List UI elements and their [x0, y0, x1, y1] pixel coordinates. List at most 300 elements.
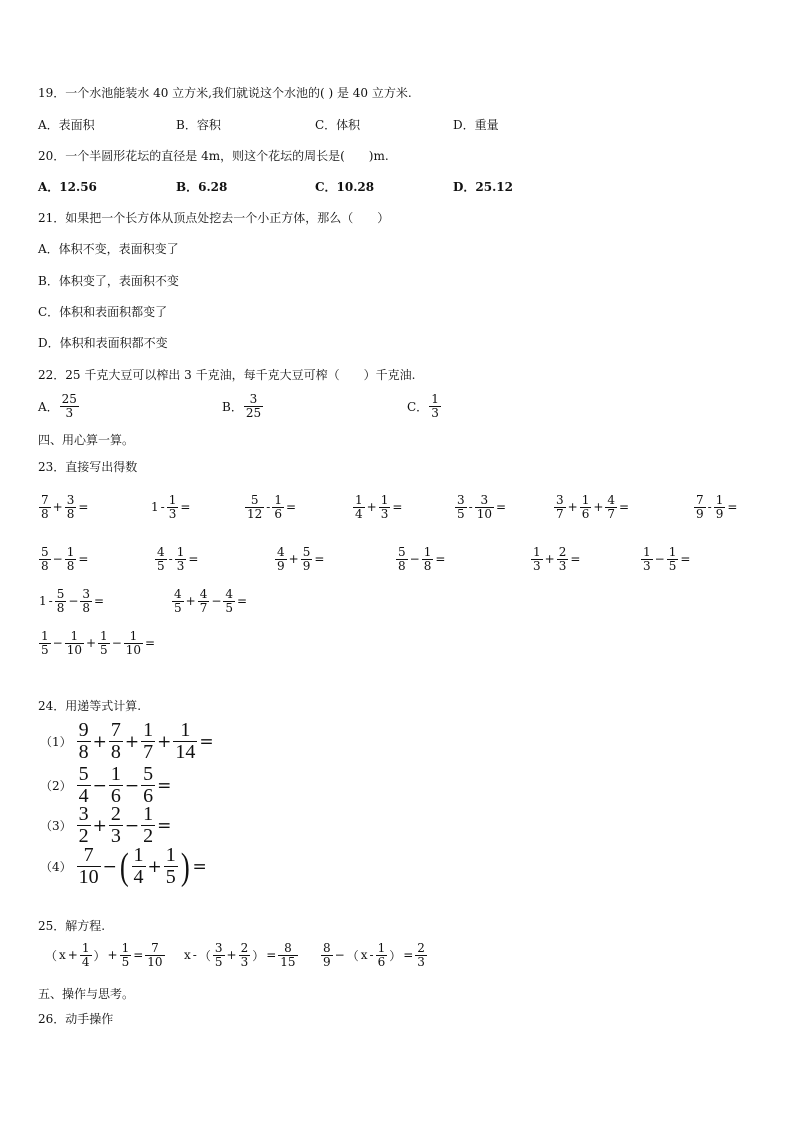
denominator: 8 — [78, 741, 89, 763]
numerator: 2 — [110, 803, 121, 825]
numerator: 1 — [643, 545, 651, 559]
denominator: 3 — [380, 506, 389, 521]
equals-sign: = — [403, 948, 414, 963]
fraction — [379, 494, 391, 520]
denominator: 9 — [696, 506, 704, 521]
fraction — [376, 942, 388, 968]
minus-sign: − — [334, 948, 345, 963]
plus-sign: + — [288, 552, 299, 567]
numerator: 3 — [556, 493, 564, 507]
fraction: 1 3 — [431, 392, 439, 420]
numerator: 4 — [199, 587, 208, 601]
equals-sign: = — [145, 636, 156, 651]
minus-sign: − — [111, 636, 122, 651]
fraction — [415, 942, 427, 968]
q21-option-c[interactable]: C．体积和表面积都变了 — [38, 305, 168, 319]
minus-sign: - — [468, 500, 473, 515]
q22-option-c[interactable] — [407, 393, 442, 419]
item-label: （3） — [40, 819, 72, 833]
denominator: 8 — [398, 558, 406, 573]
q22-text: 22．25 千克大豆可以榨出 3 千克油，每千克大豆可榨（ ）千克油. — [38, 368, 416, 382]
plus-sign: + — [52, 500, 63, 515]
denominator: 8 — [41, 558, 49, 573]
fraction — [155, 546, 167, 572]
denominator: 5 — [157, 558, 165, 573]
denominator: 3 — [558, 558, 567, 573]
denominator: 5 — [457, 506, 465, 521]
big-left-paren: ( — [119, 845, 129, 888]
numerator: 2 — [417, 941, 425, 955]
q21-text: 21．如果把一个长方体从顶点处挖去一个小正方体，那么（ ） — [38, 211, 390, 225]
denominator: 15 — [280, 954, 296, 969]
q21-option-b[interactable]: B．体积变了，表面积不变 — [38, 274, 179, 288]
plus-sign: + — [185, 594, 196, 609]
fraction — [198, 588, 210, 614]
denominator: 6 — [581, 506, 590, 521]
numerator: 1 — [355, 493, 363, 507]
minus-sign: - — [266, 500, 271, 515]
fraction — [98, 630, 110, 656]
denominator: 7 — [143, 741, 154, 763]
fraction — [39, 630, 51, 656]
fraction — [109, 764, 123, 807]
denominator: 8 — [82, 600, 91, 615]
fraction — [145, 942, 164, 968]
minus-sign: − — [654, 552, 665, 567]
denominator: 10 — [476, 506, 492, 521]
numerator: 3 — [66, 493, 75, 507]
numerator: 1 — [66, 545, 75, 559]
denominator: 8 — [56, 600, 65, 615]
numerator: 5 — [78, 763, 89, 785]
big-right-paren: ) — [180, 845, 190, 888]
numerator: 3 — [214, 941, 223, 955]
fraction — [245, 494, 264, 520]
fraction — [175, 546, 187, 572]
equals-sign: = — [192, 856, 207, 877]
q25-eq-1 — [44, 942, 166, 968]
q24-expr-1 — [40, 720, 215, 763]
numerator: 3 — [475, 494, 494, 508]
fraction — [141, 720, 155, 763]
equals-sign: = — [180, 500, 191, 515]
denominator: 4 — [355, 506, 363, 521]
fraction — [301, 546, 313, 572]
denominator: 5 — [165, 866, 176, 888]
denominator: 6 — [377, 954, 386, 969]
fraction — [109, 720, 123, 763]
numerator: 1 — [176, 545, 185, 559]
numerator: 3 — [78, 803, 89, 825]
fraction — [275, 546, 287, 572]
fraction — [65, 494, 77, 520]
fraction — [239, 942, 251, 968]
denominator: 9 — [302, 558, 311, 573]
numerator: 1 — [41, 629, 49, 643]
fraction — [77, 720, 91, 763]
numerator: 9 — [78, 719, 89, 741]
numerator: 4 — [174, 587, 182, 601]
fraction — [605, 494, 617, 520]
minus-sign: − — [68, 594, 79, 609]
equals-sign: = — [392, 500, 403, 515]
denominator: 9 — [277, 558, 285, 573]
fraction — [455, 494, 467, 520]
minus-sign: − — [124, 775, 140, 796]
equals-sign: = — [188, 552, 199, 567]
numerator: 1 — [143, 803, 154, 825]
option-label: C． — [407, 399, 429, 414]
fraction — [531, 546, 543, 572]
denominator: 7 — [556, 506, 564, 521]
numerator: 5 — [143, 763, 154, 785]
equals-sign: = — [157, 815, 172, 836]
numerator: 1 — [110, 763, 121, 785]
q23-expr-6 — [553, 494, 630, 520]
minus-sign: - — [707, 500, 712, 515]
fraction — [422, 546, 434, 572]
fraction — [396, 546, 408, 572]
denominator: 3 — [168, 506, 177, 521]
equals-sign: = — [680, 552, 691, 567]
left-paren: （ — [198, 948, 211, 963]
right-paren: ） — [389, 948, 402, 963]
numerator: 1 — [65, 630, 84, 644]
fraction — [475, 494, 494, 520]
q21-option-d[interactable]: D．体积和表面积都不变 — [38, 336, 168, 350]
fraction — [557, 546, 569, 572]
fraction — [223, 588, 235, 614]
equals-sign: = — [157, 775, 172, 796]
numerator: 1 — [173, 720, 197, 742]
integer-one: 1 — [39, 594, 47, 609]
fraction — [272, 494, 284, 520]
fraction — [353, 494, 365, 520]
q22-option-b[interactable] — [222, 393, 264, 419]
numerator: 5 — [56, 587, 65, 601]
numerator: 7 — [77, 845, 101, 867]
denominator: 4 — [133, 866, 144, 888]
numerator: 4 — [157, 545, 165, 559]
numerator: 1 — [668, 545, 677, 559]
denominator: 2 — [143, 825, 154, 847]
q19-option-a[interactable]: A．表面积 — [38, 118, 95, 132]
fraction — [714, 494, 726, 520]
fraction — [173, 720, 197, 763]
denominator: 10 — [125, 642, 142, 657]
equals-sign: = — [285, 500, 297, 515]
minus-sign: − — [102, 856, 117, 877]
q23-expr-2 — [150, 494, 191, 520]
numerator: 3 — [457, 493, 465, 507]
q20-option-c[interactable]: C．10.28 — [315, 180, 375, 194]
q23-expr-3 — [244, 494, 297, 520]
denominator: 9 — [715, 506, 724, 521]
fraction — [167, 494, 179, 520]
option-label: A． — [38, 399, 59, 414]
denominator: 8 — [66, 506, 75, 521]
minus-sign: - — [160, 500, 165, 515]
numerator: 7 — [41, 493, 49, 507]
numerator: 7 — [110, 719, 121, 741]
denominator: 7 — [607, 506, 616, 521]
q20-option-a[interactable]: A．12.56 — [38, 180, 97, 194]
denominator: 2 — [78, 825, 89, 847]
numerator: 7 — [145, 942, 164, 956]
q25-eq-2 — [183, 942, 299, 968]
fraction — [77, 845, 101, 888]
fraction — [667, 546, 679, 572]
q23-expr-5 — [454, 494, 507, 520]
q23-expr-10 — [274, 546, 325, 572]
fraction — [172, 588, 184, 614]
q19-option-d[interactable]: D．重量 — [453, 118, 499, 132]
denominator: 5 — [214, 954, 223, 969]
denominator: 14 — [175, 741, 196, 763]
minus-sign: - — [48, 594, 53, 609]
denominator: 4 — [78, 785, 89, 807]
fraction — [65, 546, 77, 572]
denominator: 8 — [423, 558, 432, 573]
fraction — [109, 804, 123, 847]
numerator: 8 — [278, 942, 297, 956]
plus-sign: + — [567, 500, 578, 515]
denominator: 3 — [533, 558, 541, 573]
q20-text: 20．一个半圆形花坛的直径是 4m，则这个花坛的周长是( )m. — [38, 149, 389, 163]
left-paren: （ — [346, 948, 359, 963]
minus-sign: − — [92, 775, 107, 796]
q24-text: 24．用递等式计算. — [38, 699, 142, 713]
minus-sign: − — [52, 636, 63, 651]
plus-sign: + — [92, 815, 107, 836]
denominator: 6 — [110, 785, 121, 807]
numerator: 4 — [277, 545, 285, 559]
numerator: 1 — [715, 493, 724, 507]
equals-sign: = — [495, 500, 507, 515]
fraction — [77, 804, 91, 847]
denominator: 4 — [81, 954, 90, 969]
variable-x: x — [360, 948, 368, 963]
numerator: 1 — [165, 844, 176, 866]
fraction — [39, 546, 51, 572]
equals-sign: = — [78, 500, 89, 515]
fraction — [141, 764, 155, 807]
numerator: 1 — [121, 941, 130, 955]
equals-sign: = — [619, 500, 630, 515]
fraction — [554, 494, 566, 520]
equals-sign: = — [199, 731, 214, 752]
numerator: 1 — [100, 629, 108, 643]
section-5-heading: 五、操作与思考。 — [38, 987, 135, 1001]
fraction — [77, 764, 91, 807]
fraction: 3 25 — [245, 392, 262, 420]
q20-option-d[interactable]: D．25.12 — [453, 180, 513, 194]
numerator: 4 — [607, 493, 616, 507]
numerator: 1 — [274, 493, 282, 507]
numerator: 1 — [581, 493, 590, 507]
fraction — [39, 494, 51, 520]
fraction — [80, 588, 92, 614]
q19-text: 19．一个水池能装水 40 立方米,我们就说这个水池的( ) 是 40 立方米. — [38, 86, 412, 100]
denominator: 8 — [66, 558, 75, 573]
minus-sign: − — [409, 552, 420, 567]
denominator: 10 — [147, 954, 163, 969]
q23-expr-11 — [395, 546, 446, 572]
q23-expr-1 — [38, 494, 89, 520]
plus-sign: + — [544, 552, 555, 567]
numerator: 1 — [423, 545, 432, 559]
q23-expr-7 — [693, 494, 738, 520]
fraction — [120, 942, 132, 968]
numerator: 2 — [240, 941, 249, 955]
equals-sign: = — [314, 552, 325, 567]
denominator: 10 — [66, 642, 82, 657]
denominator: 6 — [274, 506, 282, 521]
q24-expr-4 — [40, 845, 208, 888]
plus-sign: + — [107, 948, 118, 963]
section-4-heading: 四、用心算一算。 — [38, 433, 135, 447]
fraction — [164, 845, 178, 888]
plus-sign: + — [67, 948, 78, 963]
numerator: 1 — [533, 545, 541, 559]
denominator: 5 — [174, 600, 182, 615]
fraction — [141, 804, 155, 847]
denominator: 3 — [417, 954, 425, 969]
q23-expr-13 — [640, 546, 691, 572]
q25-text: 25．解方程. — [38, 919, 106, 933]
q20-option-b[interactable]: B．6.28 — [176, 180, 228, 194]
numerator: 8 — [323, 941, 331, 955]
equals-sign: = — [266, 948, 277, 963]
q23-expr-15 — [171, 588, 248, 614]
plus-sign: + — [157, 731, 172, 752]
integer-one: 1 — [151, 500, 159, 515]
denominator: 3 — [240, 954, 249, 969]
q23-expr-9 — [154, 546, 199, 572]
variable-x: x — [59, 948, 66, 963]
denominator: 7 — [199, 600, 208, 615]
q21-option-a[interactable]: A．体积不变，表面积变了 — [38, 242, 179, 256]
denominator: 3 — [643, 558, 651, 573]
q22-option-a[interactable] — [38, 393, 80, 419]
option-label: B． — [222, 399, 243, 414]
equals-sign: = — [94, 594, 105, 609]
numerator: 1 — [377, 941, 386, 955]
q23-expr-8 — [38, 546, 89, 572]
denominator: 5 — [100, 642, 108, 657]
item-label: （4） — [40, 860, 72, 874]
equals-sign: = — [727, 500, 738, 515]
numerator: 2 — [558, 545, 567, 559]
fraction — [641, 546, 653, 572]
denominator: 10 — [78, 866, 99, 888]
fraction — [132, 845, 146, 888]
plus-sign: + — [92, 731, 107, 752]
plus-sign: + — [366, 500, 377, 515]
numerator: 1 — [168, 493, 177, 507]
numerator: 5 — [302, 545, 311, 559]
denominator: 12 — [247, 506, 263, 521]
minus-sign: − — [52, 552, 63, 567]
item-label: （1） — [40, 735, 72, 749]
plus-sign: + — [593, 500, 604, 515]
numerator: 5 — [41, 545, 49, 559]
equals-sign: = — [133, 948, 144, 963]
q23-expr-4 — [352, 494, 403, 520]
numerator: 1 — [380, 493, 389, 507]
equals-sign: = — [78, 552, 89, 567]
fraction — [694, 494, 706, 520]
minus-sign: - — [168, 552, 173, 567]
numerator: 1 — [133, 844, 144, 866]
denominator: 3 — [110, 825, 121, 847]
denominator: 5 — [121, 954, 130, 969]
numerator: 1 — [124, 630, 143, 644]
denominator: 9 — [323, 954, 331, 969]
denominator: 5 — [225, 600, 234, 615]
variable-x: x — [184, 948, 191, 963]
fraction — [80, 942, 92, 968]
q24-expr-2 — [40, 764, 172, 807]
q19-option-c[interactable]: C．体积 — [315, 118, 361, 132]
equals-sign: = — [570, 552, 581, 567]
denominator: 8 — [110, 741, 121, 763]
minus-sign: - — [369, 948, 374, 963]
right-paren: ） — [93, 948, 106, 963]
numerator: 4 — [225, 587, 234, 601]
plus-sign: + — [147, 856, 162, 877]
denominator: 5 — [41, 642, 49, 657]
fraction — [65, 630, 84, 656]
numerator: 1 — [143, 719, 154, 741]
q24-expr-3 — [40, 804, 172, 847]
numerator: 7 — [696, 493, 704, 507]
fraction — [213, 942, 225, 968]
denominator: 3 — [176, 558, 185, 573]
fraction — [278, 942, 297, 968]
numerator: 5 — [398, 545, 406, 559]
equals-sign: = — [237, 594, 248, 609]
q25-eq-3 — [320, 942, 428, 968]
minus-sign: − — [124, 815, 140, 836]
denominator: 5 — [668, 558, 677, 573]
q23-expr-12 — [530, 546, 581, 572]
fraction — [124, 630, 143, 656]
equals-sign: = — [435, 552, 446, 567]
denominator: 8 — [41, 506, 49, 521]
numerator: 1 — [81, 941, 90, 955]
plus-sign: + — [85, 636, 97, 651]
fraction: 25 3 — [61, 392, 77, 420]
right-paren: ） — [252, 948, 265, 963]
left-paren: （ — [45, 948, 58, 963]
q23-text: 23．直接写出得数 — [38, 460, 138, 474]
plus-sign: + — [124, 731, 140, 752]
q23-expr-16 — [38, 630, 156, 656]
numerator: 5 — [245, 494, 264, 508]
numerator: 3 — [82, 587, 91, 601]
q26-text: 26．动手操作 — [38, 1012, 114, 1026]
fraction — [580, 494, 592, 520]
q19-option-b[interactable]: B．容积 — [176, 118, 221, 132]
minus-sign: − — [211, 594, 222, 609]
denominator: 6 — [143, 785, 154, 807]
item-label: （2） — [40, 779, 72, 793]
q23-expr-14 — [38, 588, 105, 614]
plus-sign: + — [226, 948, 237, 963]
fraction — [55, 588, 67, 614]
minus-sign: - — [192, 948, 197, 963]
